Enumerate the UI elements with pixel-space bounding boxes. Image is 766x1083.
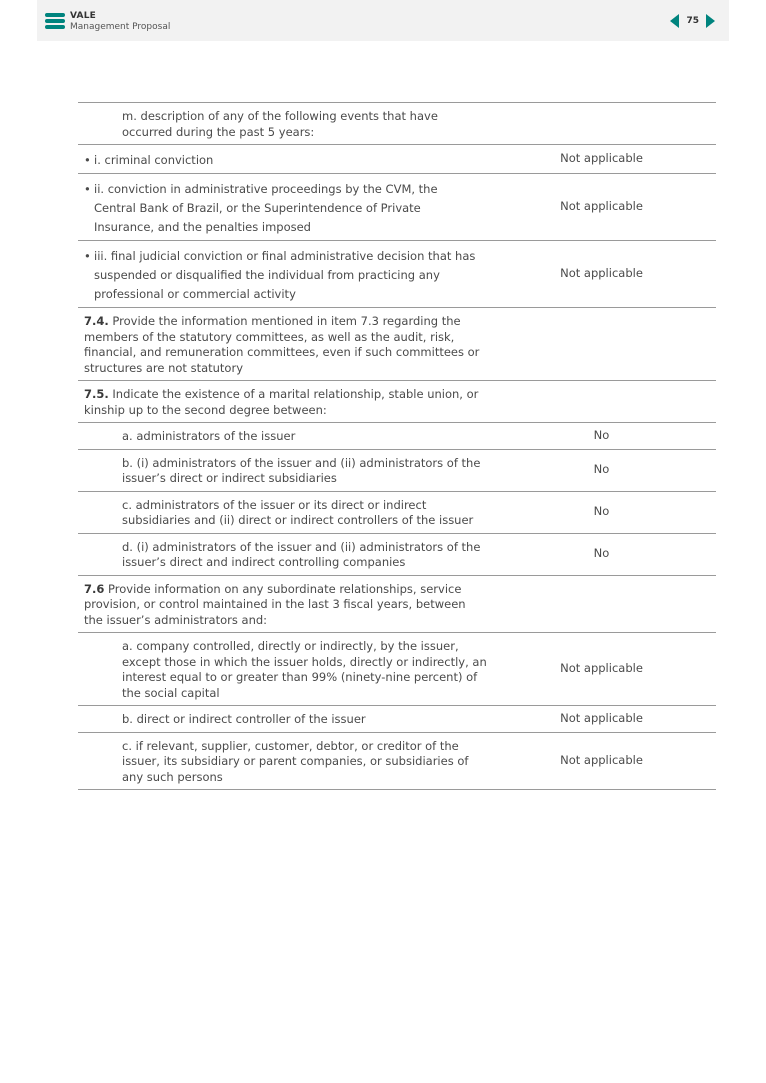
answer-cell (487, 381, 716, 423)
question-text: i. criminal conviction (94, 153, 214, 167)
answer-cell (487, 575, 716, 633)
bullet-icon: • (84, 182, 91, 196)
table-row (78, 241, 716, 308)
answer-cell: Not applicable (487, 145, 716, 174)
question-text: ii. conviction in administrative proceedings by the CVM, the Central Bank of Brazil, or the Superintendence of Private Insurance, and the penalties imposed (94, 182, 438, 234)
question-text: iii. final judicial conviction or final administrative decision that has suspended or disqualified the individual from practicing any professional or commercial activity (94, 249, 476, 301)
answer-cell: No (487, 449, 716, 491)
answer-cell: Not applicable (487, 732, 716, 790)
question-cell: a. company controlled, directly or indirectly, by the issuer, except those in which the issuer holds, directly or indirectly, an interest equal to or greater than 99% (ninety-nine percent) of the social capital (78, 633, 487, 706)
answer-cell: Not applicable (487, 633, 716, 706)
question-cell (78, 241, 487, 308)
answer-cell (487, 308, 716, 381)
document-subtitle: Management Proposal (70, 22, 171, 32)
table-row (78, 308, 716, 381)
page-navigation (670, 14, 715, 28)
table-row (78, 381, 716, 423)
section-text: Indicate the existence of a marital relationship, stable union, or kinship up to the second degree between: (84, 387, 479, 417)
section-text: Provide information on any subordinate relationships, service provision, or control maintained in the last 3 fiscal years, between the issuer’s administrators and: (84, 581, 466, 627)
menu-icon[interactable] (45, 13, 65, 29)
section-text: Provide the information mentioned in item 7.3 regarding the members of the statutory committees, as well as the audit, risk, financial, and remuneration committees, even if such committees or structures are not statutory (84, 314, 480, 375)
answer-cell: Not applicable (487, 174, 716, 241)
answer-cell: Not applicable (487, 706, 716, 733)
question-cell (78, 174, 487, 241)
disclosure-table (78, 102, 716, 790)
answer-cell: Not applicable (487, 241, 716, 308)
brand-name: VALE (70, 11, 97, 21)
bullet-icon: • (84, 249, 91, 263)
table-row (78, 423, 716, 450)
question-cell: a. administrators of the issuer (78, 423, 487, 450)
section-number: 7.4. (84, 314, 109, 328)
question-cell: b. direct or indirect controller of the issuer (78, 706, 487, 733)
question-cell: b. (i) administrators of the issuer and (ii) administrators of the issuer’s direct or indirect subsidiaries (78, 449, 487, 491)
previous-page-icon[interactable] (670, 14, 679, 28)
section-cell (78, 308, 487, 381)
table-row (78, 732, 716, 790)
table-row (78, 633, 716, 706)
section-cell (78, 381, 487, 423)
question-cell: m. description of any of the following events that have occurred during the past 5 years: (78, 103, 487, 145)
table-row (78, 174, 716, 241)
page-number: 75 (686, 16, 699, 26)
question-cell: d. (i) administrators of the issuer and (ii) administrators of the issuer’s direct and indirect controlling companies (78, 533, 487, 575)
brand (70, 11, 170, 33)
answer-cell: No (487, 423, 716, 450)
bullet-icon: • (84, 153, 91, 167)
table-row (78, 706, 716, 733)
question-cell: c. if relevant, supplier, customer, debtor, or creditor of the issuer, its subsidiary or parent companies, or subsidiaries of any such persons (78, 732, 487, 790)
table-row (78, 575, 716, 633)
section-number: 7.6 (84, 581, 105, 596)
page-header (37, 0, 729, 41)
answer-cell: No (487, 491, 716, 533)
table-row (78, 491, 716, 533)
question-cell (78, 145, 487, 174)
answer-cell: No (487, 533, 716, 575)
section-number: 7.5. (84, 387, 109, 401)
table-row (78, 533, 716, 575)
answer-cell (487, 103, 716, 145)
table-row (78, 449, 716, 491)
next-page-icon[interactable] (706, 14, 715, 28)
question-cell: c. administrators of the issuer or its direct or indirect subsidiaries and (ii) direct or indirect controllers of the issuer (78, 491, 487, 533)
table-row (78, 145, 716, 174)
section-cell (78, 575, 487, 633)
table-row (78, 103, 716, 145)
